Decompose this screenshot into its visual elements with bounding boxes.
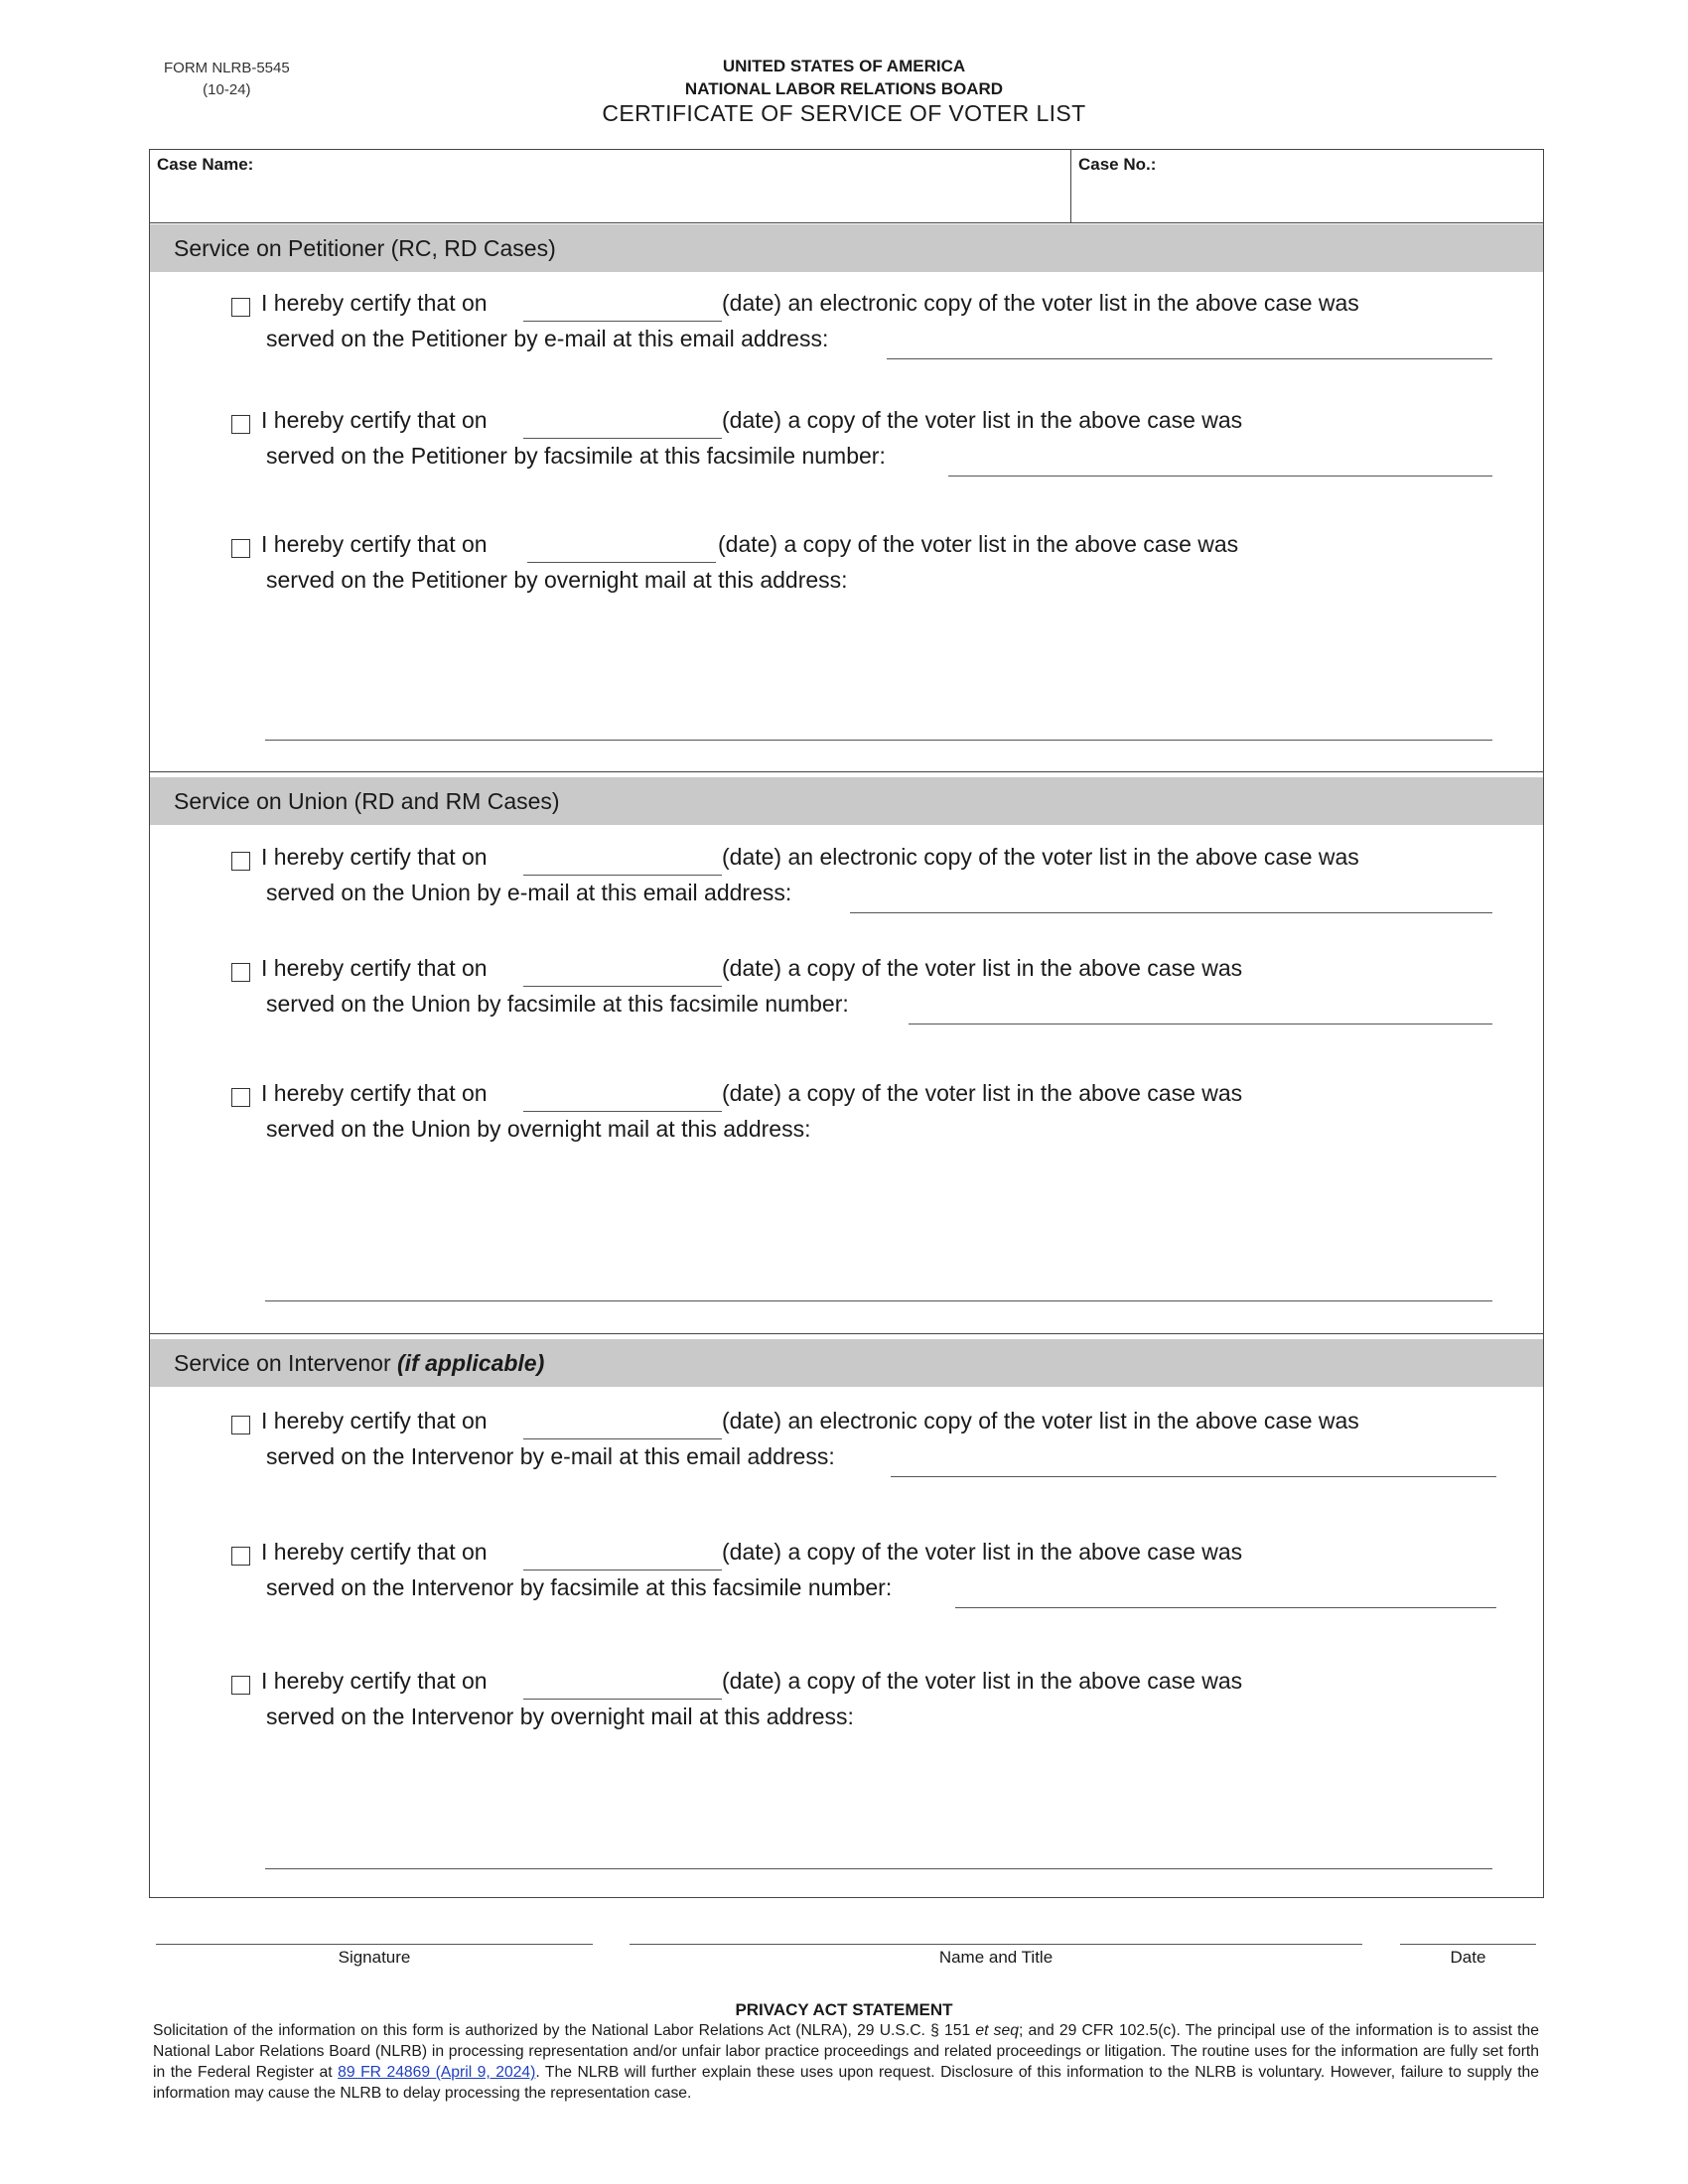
certify-statement (261, 1080, 488, 1107)
divider (149, 222, 1544, 223)
certify-prefix: I hereby certify that on (261, 290, 488, 316)
certify-suffix: an electronic copy of the voter list in the above case was (787, 290, 1359, 316)
signature-label: Signature (338, 1948, 411, 1967)
service-method-line: served on the Union by e-mail at this email address: (266, 880, 792, 905)
date-input-line[interactable] (523, 1111, 722, 1112)
certify-statement (261, 407, 488, 434)
certify-suffix: a copy of the voter list in the above case was (787, 955, 1243, 981)
certify-statement (261, 1668, 488, 1695)
certify-prefix: I hereby certify that on (261, 1408, 488, 1433)
email-input-line[interactable] (887, 358, 1492, 359)
certify-suffix: an electronic copy of the voter list in the above case was (787, 1408, 1359, 1433)
date-input-line[interactable] (527, 562, 716, 563)
certify-method (722, 1080, 1242, 1107)
service-method-line: served on the Petitioner by e-mail at this email address: (266, 326, 829, 351)
date-mark: (date) (722, 407, 782, 433)
certify-prefix: I hereby certify that on (261, 955, 488, 981)
privacy-title: PRIVACY ACT STATEMENT (735, 2000, 953, 2019)
section-header (150, 1339, 1543, 1387)
certify-suffix: an electronic copy of the voter list in the above case was (787, 844, 1359, 870)
date-input-line[interactable] (523, 875, 722, 876)
privacy-text-3: . The NLRB will further explain these uses upon request. Disclosure of this information to the NLRB is voluntary. However, failure to supply the information may cause the NLRB to delay processing the representation case. (153, 2064, 1540, 2102)
service-method-line: served on the Union by facsimile at this facsimile number: (266, 991, 849, 1017)
certify-prefix: I hereby certify that on (261, 407, 488, 433)
name-title-line[interactable] (630, 1944, 1362, 1945)
certify-method (722, 1408, 1359, 1434)
certify-statement (261, 1539, 488, 1566)
certify-method (722, 955, 1242, 982)
section-title: Service on Petitioner (RC, RD Cases) (174, 235, 556, 261)
email-input-line[interactable] (891, 1476, 1496, 1477)
address-input-line[interactable] (265, 740, 1492, 741)
certify-checkbox[interactable] (231, 1547, 250, 1566)
certify-prefix: I hereby certify that on (261, 844, 488, 870)
section-title-note: (if applicable) (397, 1350, 545, 1376)
privacy-statement (153, 2020, 1539, 2104)
certify-suffix: a copy of the voter list in the above case was (787, 1539, 1243, 1565)
certify-statement (261, 844, 488, 871)
service-method-line: served on the Petitioner by facsimile at this facsimile number: (266, 443, 886, 469)
divider (149, 771, 1544, 772)
date-line[interactable] (1400, 1944, 1536, 1945)
date-mark: (date) (722, 1080, 782, 1106)
federal-register-link[interactable]: 89 FR 24869 (April 9, 2024) (338, 2064, 536, 2081)
certify-method (722, 1668, 1242, 1695)
section-header (150, 777, 1543, 825)
section-header (150, 224, 1543, 272)
certify-method (722, 290, 1359, 317)
certify-prefix: I hereby certify that on (261, 1668, 488, 1694)
case-name-label: Case Name: (157, 155, 254, 174)
form-revision: (10-24) (203, 81, 251, 98)
service-method-line: served on the Petitioner by overnight mail at this address: (266, 567, 848, 593)
date-input-line[interactable] (523, 438, 722, 439)
service-method-line: served on the Union by overnight mail at this address: (266, 1116, 811, 1142)
certify-suffix: a copy of the voter list in the above case was (783, 531, 1239, 557)
date-input-line[interactable] (523, 321, 722, 322)
certify-checkbox[interactable] (231, 1676, 250, 1695)
date-mark: (date) (722, 1408, 782, 1433)
service-method-line: served on the Intervenor by overnight mail at this address: (266, 1704, 854, 1729)
certify-checkbox[interactable] (231, 1416, 250, 1434)
address-input-line[interactable] (265, 1868, 1492, 1869)
form-number: FORM NLRB-5545 (164, 60, 290, 76)
fax-input-line[interactable] (955, 1607, 1496, 1608)
date-mark: (date) (722, 290, 782, 316)
date-mark: (date) (722, 955, 782, 981)
email-input-line[interactable] (850, 912, 1492, 913)
certify-method (722, 844, 1359, 871)
date-input-line[interactable] (523, 1699, 722, 1700)
privacy-et-seq: et seq (975, 2022, 1019, 2039)
date-input-line[interactable] (523, 986, 722, 987)
certify-statement (261, 531, 488, 558)
date-label: Date (1450, 1948, 1486, 1967)
certify-checkbox[interactable] (231, 298, 250, 317)
certify-statement (261, 1408, 488, 1434)
name-title-label: Name and Title (938, 1948, 1054, 1967)
case-no-label: Case No.: (1078, 155, 1157, 174)
certify-prefix: I hereby certify that on (261, 531, 488, 557)
address-input-line[interactable] (265, 1300, 1492, 1301)
form-title: CERTIFICATE OF SERVICE OF VOTER LIST (602, 100, 1086, 126)
certify-checkbox[interactable] (231, 539, 250, 558)
certify-checkbox[interactable] (231, 1088, 250, 1107)
certify-method (722, 407, 1242, 434)
date-input-line[interactable] (523, 1438, 722, 1439)
certify-suffix: a copy of the voter list in the above case was (787, 407, 1243, 433)
certify-suffix: a copy of the voter list in the above case was (787, 1080, 1243, 1106)
certify-checkbox[interactable] (231, 415, 250, 434)
privacy-text-2: ; and 29 CFR 102.5(c). The principal use of the information is to assist the National Labor Relations Board (NLRB) in processing representation and/or unfair labor practice proceedings and related proceedings or litigation. The routine uses for the information are fully set forth in the Federal Register at (153, 2022, 1539, 2081)
signature-line[interactable] (156, 1944, 593, 1945)
certify-statement (261, 955, 488, 982)
date-mark: (date) (718, 531, 778, 557)
case-divider (1070, 149, 1071, 222)
fax-input-line[interactable] (948, 476, 1492, 477)
agency-line-2: NATIONAL LABOR RELATIONS BOARD (684, 79, 1004, 98)
service-method-line: served on the Intervenor by e-mail at this email address: (266, 1443, 835, 1469)
service-method-line: served on the Intervenor by facsimile at this facsimile number: (266, 1574, 893, 1600)
certify-method (718, 531, 1238, 558)
section-title: Service on Union (RD and RM Cases) (174, 788, 560, 814)
date-mark: (date) (722, 1539, 782, 1565)
privacy-text-1: Solicitation of the information on this form is authorized by the National Labor Relations Act (NLRA), 29 U.S.C. § 151 (153, 2022, 976, 2039)
certify-prefix: I hereby certify that on (261, 1080, 488, 1106)
certify-checkbox[interactable] (231, 963, 250, 982)
certify-checkbox[interactable] (231, 852, 250, 871)
certify-method (722, 1539, 1242, 1566)
certify-suffix: a copy of the voter list in the above case was (787, 1668, 1243, 1694)
section-title: Service on Intervenor (174, 1350, 398, 1376)
date-mark: (date) (722, 1668, 782, 1694)
agency-line-1: UNITED STATES OF AMERICA (722, 57, 966, 75)
certify-prefix: I hereby certify that on (261, 1539, 488, 1565)
date-mark: (date) (722, 844, 782, 870)
divider (149, 1333, 1544, 1334)
certify-statement (261, 290, 488, 317)
